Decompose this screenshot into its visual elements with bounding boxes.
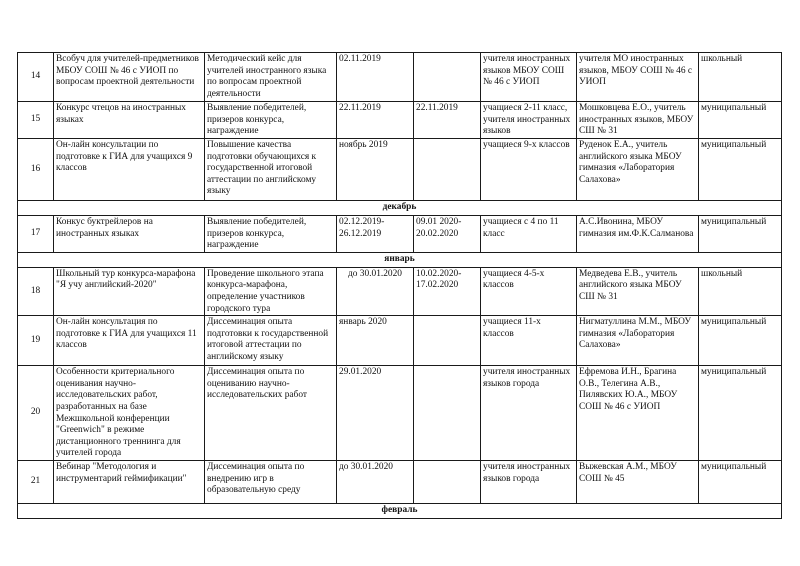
table-row <box>18 316 782 366</box>
event-title: Вебинар "Методология и инструментарий геймификации" <box>54 461 205 504</box>
table-row <box>18 267 782 315</box>
level: муниципальный <box>699 102 782 139</box>
end-date <box>414 53 481 102</box>
end-date <box>414 461 481 504</box>
event-goal: Диссеминация опыта по оцениванию научно-исследовательских работ <box>205 366 337 461</box>
table-row <box>18 139 782 201</box>
end-date <box>414 316 481 366</box>
participants: учащиеся 2-11 класс, учителя иностранных языков <box>481 102 577 139</box>
table-row <box>18 53 782 102</box>
level: муниципальный <box>699 316 782 366</box>
start-date: до 30.01.2020 <box>337 461 414 504</box>
month-label: декабрь <box>18 201 782 216</box>
table-row <box>18 461 782 504</box>
row-number: 14 <box>18 53 54 102</box>
events-plan-table <box>17 52 782 519</box>
event-goal: Диссеминация опыта по внедрению игр в образовательную среду <box>205 461 337 504</box>
event-title: Школьный тур конкурса-марафона "Я учу английский-2020" <box>54 267 205 315</box>
row-number: 18 <box>18 267 54 315</box>
level: школьный <box>699 267 782 315</box>
event-title: Особенности критериального оценивания научно-исследовательских работ, разработанных на базе Межшкольной конференции "Greenwich" в режиме дистанционного треннинга для учителей города <box>54 366 205 461</box>
table-row <box>18 102 782 139</box>
responsible: Руденок Е.А., учитель английского языка МБОУ гимназия «Лаборатория Салахова» <box>577 139 699 201</box>
end-date: 09.01 2020-20.02.2020 <box>414 216 481 253</box>
participants: учащиеся 9-х классов <box>481 139 577 201</box>
start-date: ноябрь 2019 <box>337 139 414 201</box>
end-date: 10.02.2020-17.02.2020 <box>414 267 481 315</box>
month-label: февраль <box>18 504 782 519</box>
table-row <box>18 366 782 461</box>
row-number: 15 <box>18 102 54 139</box>
month-label: январь <box>18 252 782 267</box>
event-goal: Повышение качества подготовки обучающихся к государственной итоговой аттестации по английскому языку <box>205 139 337 201</box>
start-date: до 30.01.2020 <box>337 267 414 315</box>
event-title: Всобуч для учителей-предметников МБОУ СОШ № 46 с УИОП по вопросам проектной деятельности <box>54 53 205 102</box>
end-date: 22.11.2019 <box>414 102 481 139</box>
responsible: Нигматуллина М.М., МБОУ гимназия «Лаборатория Салахова» <box>577 316 699 366</box>
event-goal: Выявление победителей, призеров конкурса, награждение <box>205 216 337 253</box>
level: муниципальный <box>699 139 782 201</box>
responsible: Выжевская А.М., МБОУ СОШ № 45 <box>577 461 699 504</box>
table-row <box>18 216 782 253</box>
start-date: 02.11.2019 <box>337 53 414 102</box>
participants: учащиеся с 4 по 11 класс <box>481 216 577 253</box>
event-goal: Проведение школьного этапа конкурса-марафона, определение участников городского тура <box>205 267 337 315</box>
start-date: 22.11.2019 <box>337 102 414 139</box>
month-header-row <box>18 201 782 216</box>
event-title: Он-лайн консультация по подготовке к ГИА для учащихся 11 классов <box>54 316 205 366</box>
event-title: Он-лайн консультации по подготовке к ГИА для учащихся 9 классов <box>54 139 205 201</box>
participants: учителя иностранных языков города <box>481 366 577 461</box>
row-number: 20 <box>18 366 54 461</box>
level: муниципальный <box>699 216 782 253</box>
responsible: Мошковцева Е.О., учитель иностранных языков, МБОУ СШ № 31 <box>577 102 699 139</box>
row-number: 16 <box>18 139 54 201</box>
event-goal: Диссеминация опыта подготовки к государственной итоговой аттестации по английскому языку <box>205 316 337 366</box>
responsible: Медведева Е.В., учитель английского языка МБОУ СШ № 31 <box>577 267 699 315</box>
row-number: 17 <box>18 216 54 253</box>
responsible: Ефремова И.Н., Брагина О.В., Телегина А.В., Пилявских Ю.А., МБОУ СОШ № 46 с УИОП <box>577 366 699 461</box>
end-date <box>414 366 481 461</box>
level: муниципальный <box>699 366 782 461</box>
level: муниципальный <box>699 461 782 504</box>
level: школьный <box>699 53 782 102</box>
event-title: Конкурс чтецов на иностранных языках <box>54 102 205 139</box>
start-date: январь 2020 <box>337 316 414 366</box>
responsible: А.С.Ивонина, МБОУ гимназия им.Ф.К.Салманова <box>577 216 699 253</box>
event-goal: Выявление победителей, призеров конкурса, награждение <box>205 102 337 139</box>
row-number: 19 <box>18 316 54 366</box>
responsible: учителя МО иностранных языков, МБОУ СОШ № 46 с УИОП <box>577 53 699 102</box>
participants: учителя иностранных языков МБОУ СОШ № 46 с УИОП <box>481 53 577 102</box>
start-date: 02.12.2019-26.12.2019 <box>337 216 414 253</box>
month-header-row <box>18 504 782 519</box>
event-goal: Методический кейс для учителей иностранного языка по вопросам проектной деятельности <box>205 53 337 102</box>
participants: учащиеся 4-5-х классов <box>481 267 577 315</box>
start-date: 29.01.2020 <box>337 366 414 461</box>
end-date <box>414 139 481 201</box>
event-title: Конкус буктрейлеров на иностранных языках <box>54 216 205 253</box>
row-number: 21 <box>18 461 54 504</box>
month-header-row <box>18 252 782 267</box>
participants: учителя иностранных языков города <box>481 461 577 504</box>
participants: учащиеся 11-х классов <box>481 316 577 366</box>
